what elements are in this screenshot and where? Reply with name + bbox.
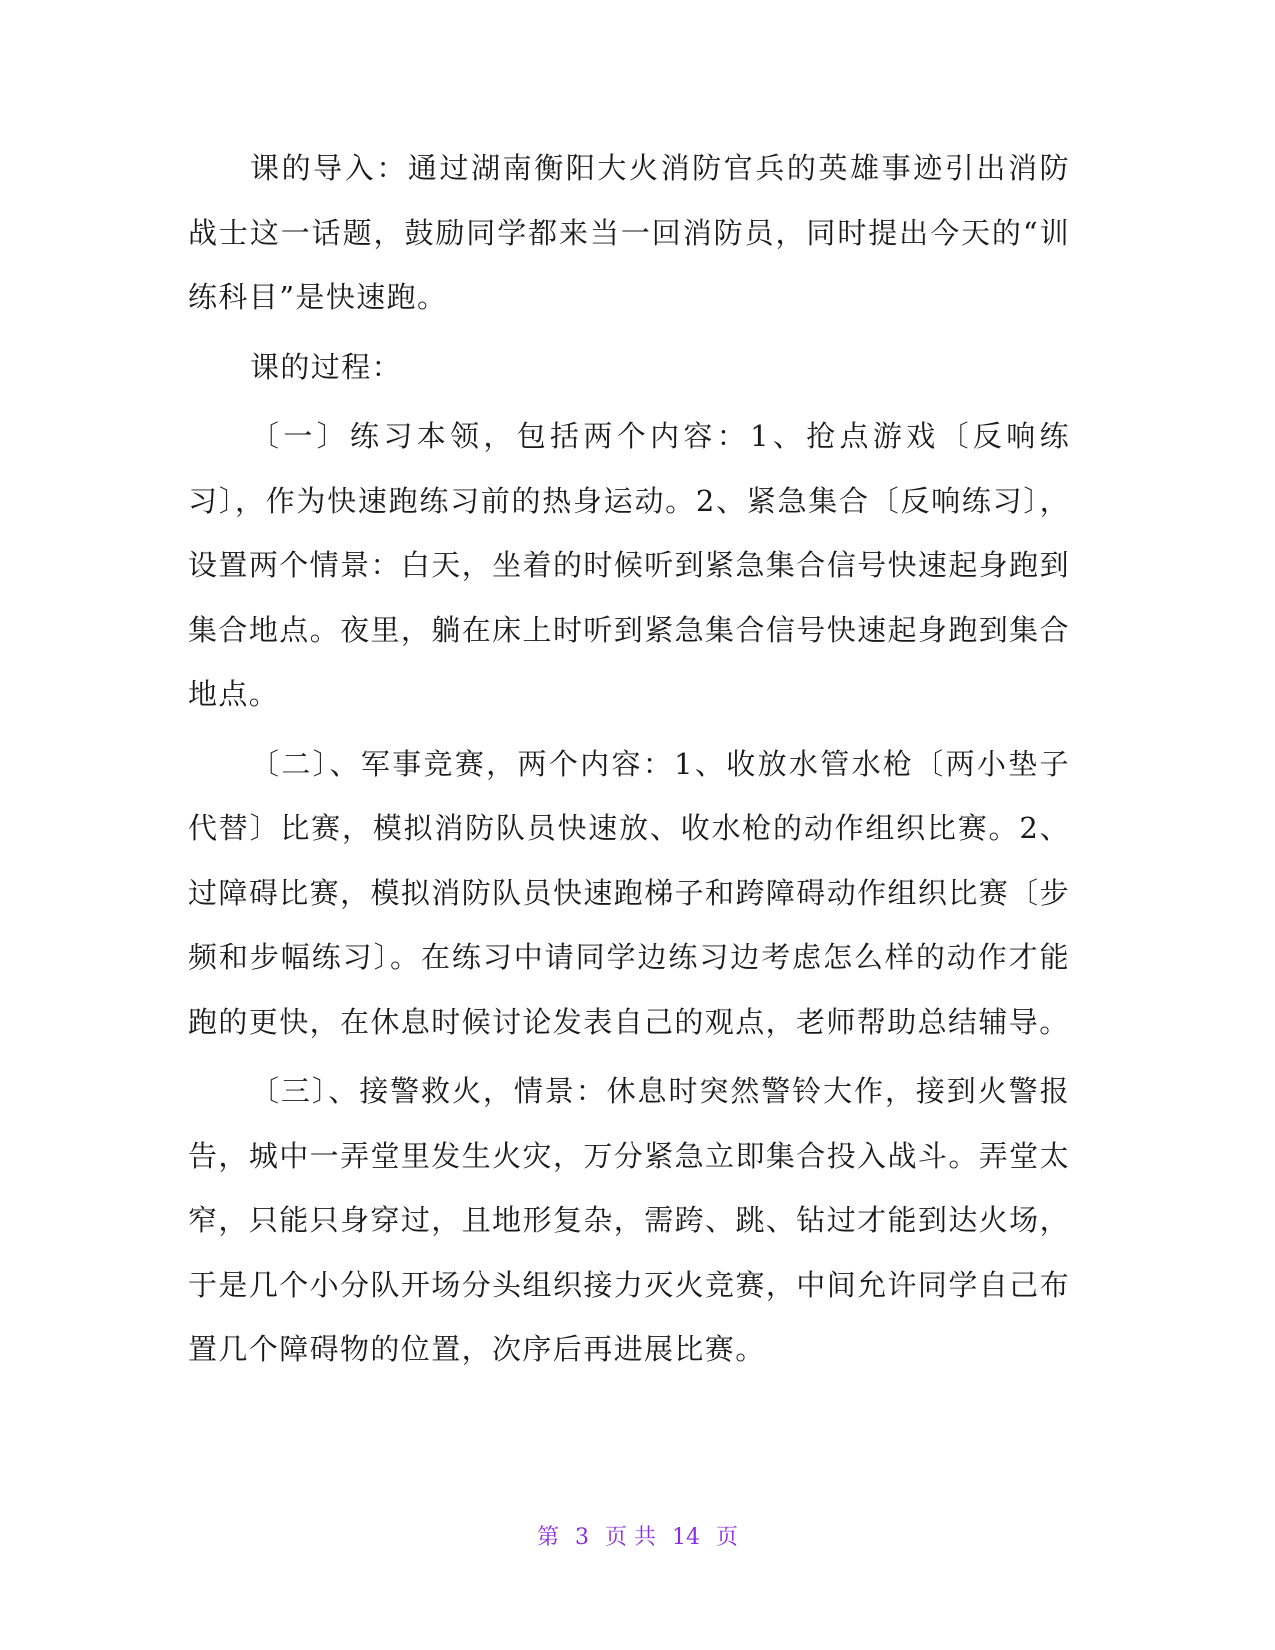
footer-middle: 页 共 [605, 1525, 656, 1550]
page-footer [0, 1520, 1275, 1551]
paragraph-part-one: 〔一〕练习本领，包括两个内容：1、抢点游戏〔反响练习〕，作为快速跑练习前的热身运动。2、紧急集合〔反响练习〕，设置两个情景：白天，坐着的时候听到紧急集合信号快速起身跑到集合地点。夜里，躺在床上时听到紧急集合信号快速起身跑到集合地点。 [188, 419, 1070, 711]
footer-total-pages: 14 [672, 1525, 700, 1550]
footer-suffix: 页 [716, 1525, 739, 1550]
paragraph-part-three: 〔三〕、接警救火，情景：休息时突然警铃大作，接到火警报告，城中一弄堂里发生火灾，万分紧急立即集合投入战斗。弄堂太窄，只能只身穿过，且地形复杂，需跨、跳、钻过才能到达火场，于是几个小分队开场分头组织接力灭火竞赛，中间允许同学自己布置几个障碍物的位置，次序后再进展比赛。 [188, 1074, 1070, 1366]
paragraph-part-two: 〔二〕、军事竞赛，两个内容：1、收放水管水枪〔两小垫子代替〕比赛，模拟消防队员快速放、收水枪的动作组织比赛。2、过障碍比赛，模拟消防队员快速跑梯子和跨障碍动作组织比赛〔步频和步幅练习〕。在练习中请同学边练习边考虑怎么样的动作才能跑的更快，在休息时候讨论发表自己的观点，老师帮助总结辅导。 [188, 746, 1070, 1039]
footer-prefix: 第 [536, 1525, 559, 1550]
paragraph-intro: 课的导入：通过湖南衡阳大火消防官兵的英雄事迹引出消防战士这一话题，鼓励同学都来当一回消防员，同时提出今天的“训练科目”是快速跑。 [188, 151, 1070, 314]
document-body [188, 136, 1070, 1387]
footer-page-number: 3 [575, 1525, 589, 1550]
paragraph-process-heading: 课的过程： [250, 349, 403, 384]
